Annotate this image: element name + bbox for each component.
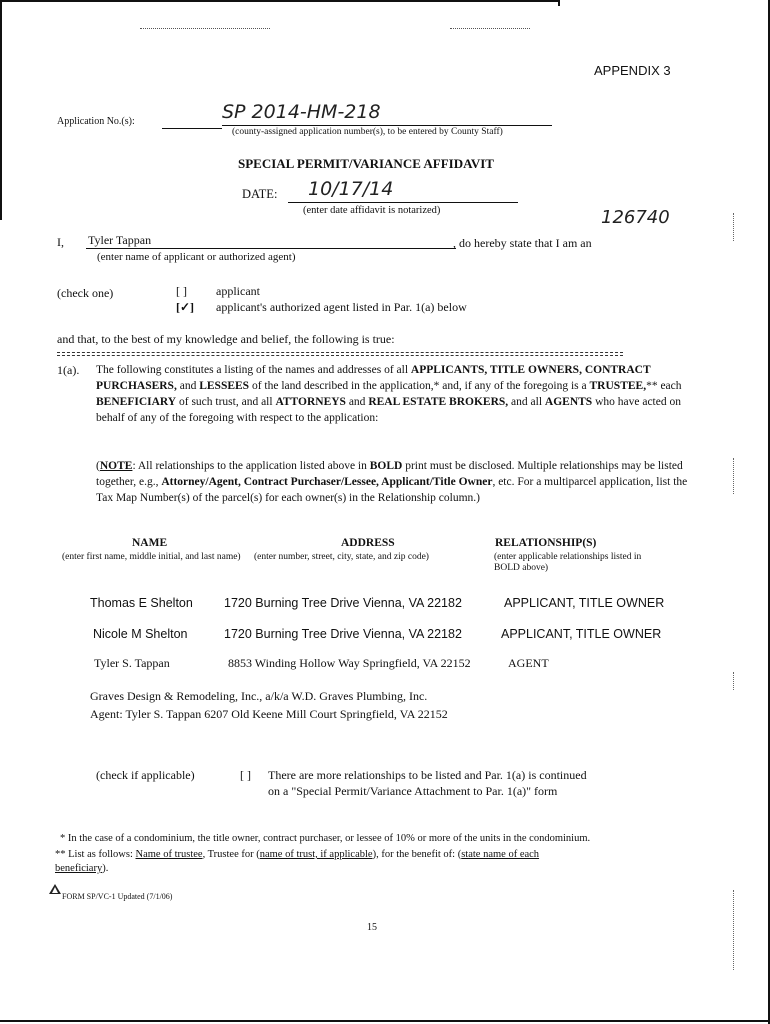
section-text: The following constitutes a listing of the names and addresses of all APPLICANTS, TITLE OWNERS, CONTRACT PURCHASERS, and LESSEES of the land described in the application,* and, if any of the foregoing is a TRUSTEE,** each BENEFICIARY of such trust, and all ATTORNEYS and REAL ESTATE BROKERS, and all AGENTS who have acted on behalf of any of the foregoing with respect to the application:	[96, 364, 682, 424]
statement-hint: (enter name of applicant or authorized agent)	[97, 251, 296, 263]
table-row-name: Thomas E Shelton	[90, 596, 193, 610]
option-authorized-agent: applicant's authorized agent listed in Par. 1(a) below	[216, 300, 467, 314]
header-relationship-hint: (enter applicable relationships listed in BOLD above)	[494, 552, 642, 573]
table-row-relationship: APPLICANT, TITLE OWNER	[501, 627, 662, 641]
table-row-name: Tyler S. Tappan	[94, 656, 170, 670]
application-number-value: SP 2014-HM-218	[222, 101, 381, 123]
date-label: DATE:	[242, 187, 278, 201]
belief-text: and that, to the best of my knowledge and belief, the following is true:	[57, 332, 395, 346]
form-id: FORM SP/VC-1 Updated (7/1/06)	[62, 892, 173, 901]
form-logo-icon	[48, 882, 62, 896]
table-row-address: 1720 Burning Tree Drive Vienna, VA 22182	[224, 627, 462, 641]
continuation-label: (check if applicable)	[96, 768, 195, 782]
header-name-hint: (enter first name, middle initial, and last name)	[62, 552, 241, 562]
continuation-line2: on a "Special Permit/Variance Attachment to Par. 1(a)" form	[268, 784, 558, 798]
date-value: 10/17/14	[308, 178, 394, 200]
application-number-label: Application No.(s):	[57, 116, 135, 127]
extra-agent-line: Agent: Tyler S. Tappan 6207 Old Keene Mill Court Springfield, VA 22152	[90, 707, 448, 721]
footnote-condominium: * In the case of a condominium, the title owner, contract purchaser, or lessee of 10% or more of the units in the condominium.	[60, 833, 591, 844]
statement-name: Tyler Tappan	[88, 233, 152, 247]
stamp-number: 126740	[601, 207, 670, 228]
header-address: ADDRESS	[341, 537, 395, 549]
checkbox-authorized-agent[interactable]: [✓]	[176, 300, 195, 314]
table-row-address: 1720 Burning Tree Drive Vienna, VA 22182	[224, 596, 462, 610]
header-relationship: RELATIONSHIP(S)	[495, 537, 597, 549]
page-number: 15	[367, 922, 377, 933]
table-row-relationship: APPLICANT, TITLE OWNER	[504, 596, 665, 610]
date-hint: (enter date affidavit is notarized)	[303, 205, 441, 216]
statement-suffix: , do hereby state that I am an	[453, 236, 592, 250]
header-address-hint: (enter number, street, city, state, and zip code)	[254, 552, 429, 562]
check-one-label: (check one)	[57, 286, 114, 300]
note-text: (NOTE: All relationships to the application listed above in BOLD print must be disclosed. Multiple relationships may be listed together, e.g., Attorney/Agent, Contract Purchaser/Lessee, Applicant/Title Owner, etc. For a multiparcel application, list the Tax Map Number(s) of the parcel(s) for each owner(s) in the Relationship column.)	[96, 460, 688, 504]
table-row-name: Nicole M Shelton	[93, 627, 188, 641]
footnote-trustee: ** List as follows: Name of trustee, Trustee for (name of trust, if applicable), for the benefit of: (state name of each beneficiary).	[55, 849, 540, 874]
table-row-relationship: AGENT	[508, 656, 549, 670]
extra-entity-line: Graves Design & Remodeling, Inc., a/k/a W.D. Graves Plumbing, Inc.	[90, 689, 428, 703]
page-title: SPECIAL PERMIT/VARIANCE AFFIDAVIT	[238, 156, 494, 171]
option-applicant: applicant	[216, 284, 260, 298]
appendix-label: APPENDIX 3	[594, 63, 671, 78]
checkbox-applicant[interactable]: [ ]	[176, 284, 187, 298]
continuation-line1: There are more relationships to be listed and Par. 1(a) is continued	[268, 768, 587, 782]
statement-prefix: I,	[57, 235, 64, 249]
application-number-hint: (county-assigned application number(s), to be entered by County Staff)	[232, 127, 503, 137]
continuation-checkbox[interactable]: [ ]	[240, 768, 251, 782]
section-number: 1(a).	[57, 363, 80, 377]
header-name: NAME	[132, 537, 168, 549]
table-row-address: 8853 Winding Hollow Way Springfield, VA 22152	[228, 656, 471, 670]
